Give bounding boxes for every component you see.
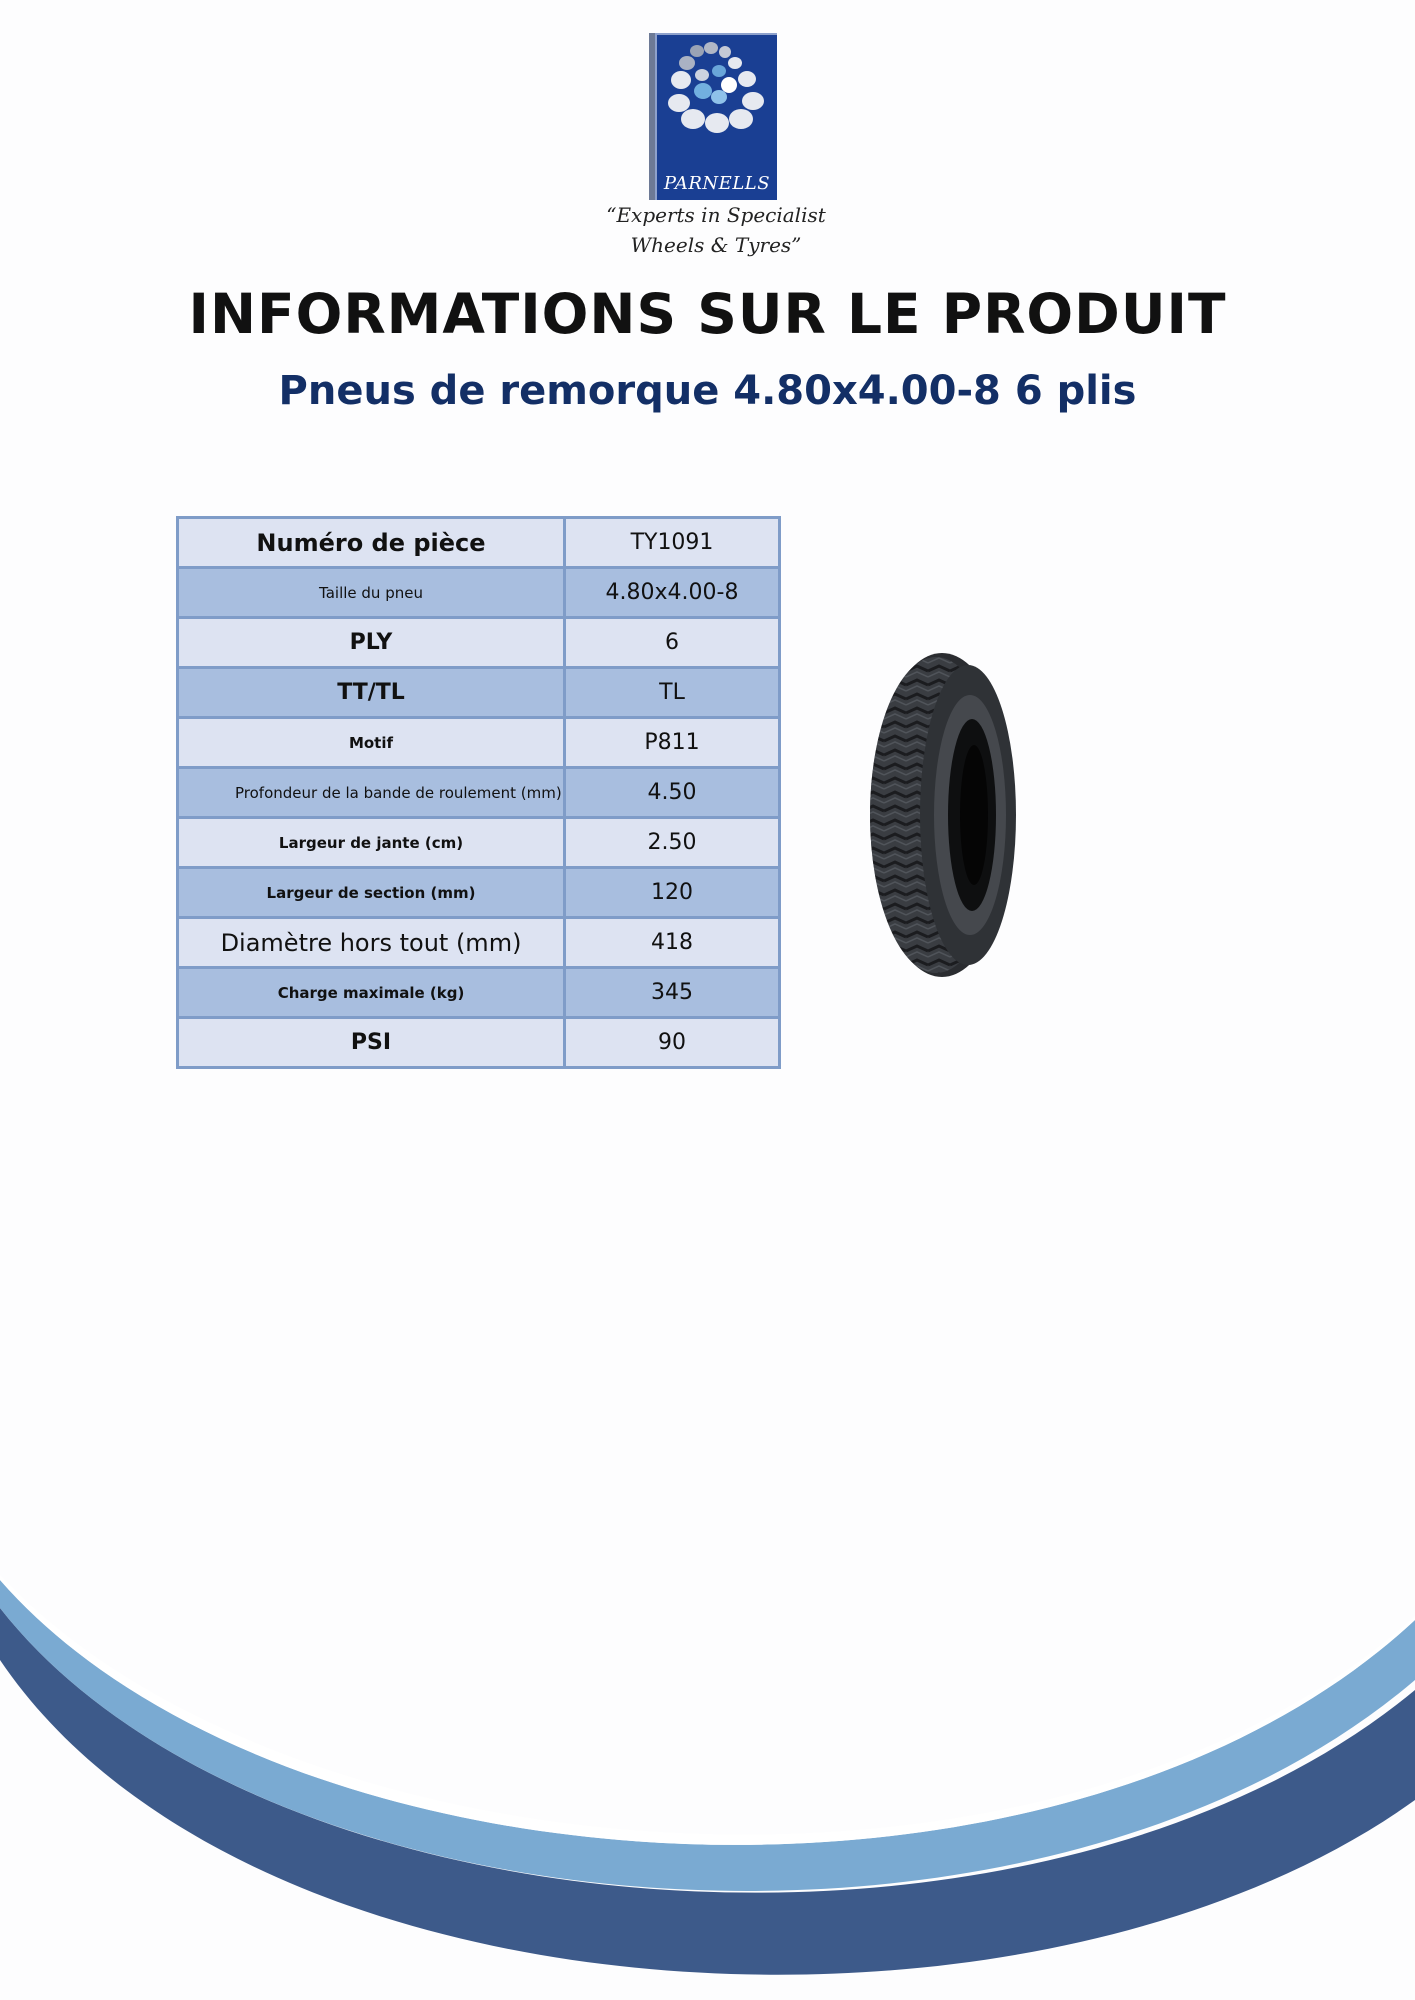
spec-label: PLY <box>178 618 565 668</box>
spec-value: TY1091 <box>565 518 780 568</box>
spec-label: TT/TL <box>178 668 565 718</box>
brand-name: PARNELLS <box>663 173 771 194</box>
table-row <box>178 668 780 718</box>
spec-value: TL <box>565 668 780 718</box>
spec-value: 6 <box>565 618 780 668</box>
spec-value: 2.50 <box>565 818 780 868</box>
tagline-line-1: “Experts in Specialist <box>606 203 826 227</box>
decorative-wave <box>0 1380 1415 2000</box>
spec-label: Profondeur de la bande de roulement (mm) <box>178 768 565 818</box>
spec-label: Diamètre hors tout (mm) <box>178 918 565 968</box>
spec-value: 345 <box>565 968 780 1018</box>
spec-value: 120 <box>565 868 780 918</box>
page-subtitle: Pneus de remorque 4.80x4.00-8 6 plis <box>278 368 1137 414</box>
table-row <box>178 1018 780 1068</box>
table-row <box>178 968 780 1018</box>
spec-label: Taille du pneu <box>178 568 565 618</box>
page-title: INFORMATIONS SUR LE PRODUIT <box>188 282 1227 346</box>
spec-value: 4.80x4.00-8 <box>565 568 780 618</box>
parnells-logo <box>655 33 777 200</box>
table-row <box>178 768 780 818</box>
spec-value: 418 <box>565 918 780 968</box>
spec-value: 4.50 <box>565 768 780 818</box>
table-row <box>178 618 780 668</box>
tagline <box>560 200 872 260</box>
table-row <box>178 918 780 968</box>
spec-label: Motif <box>178 718 565 768</box>
table-row <box>178 518 780 568</box>
spec-label: Largeur de jante (cm) <box>178 818 565 868</box>
spec-label: PSI <box>178 1018 565 1068</box>
spec-table <box>176 516 781 1069</box>
spec-label: Largeur de section (mm) <box>178 868 565 918</box>
spec-label: Numéro de pièce <box>178 518 565 568</box>
tyre-photo-icon <box>862 650 1022 980</box>
tagline-line-2: Wheels & Tyres” <box>630 233 802 257</box>
spec-value: P811 <box>565 718 780 768</box>
wheel-dots-icon <box>657 35 777 175</box>
table-row <box>178 868 780 918</box>
spec-value: 90 <box>565 1018 780 1068</box>
table-row <box>178 568 780 618</box>
table-row <box>178 718 780 768</box>
spec-label: Charge maximale (kg) <box>178 968 565 1018</box>
table-row <box>178 818 780 868</box>
